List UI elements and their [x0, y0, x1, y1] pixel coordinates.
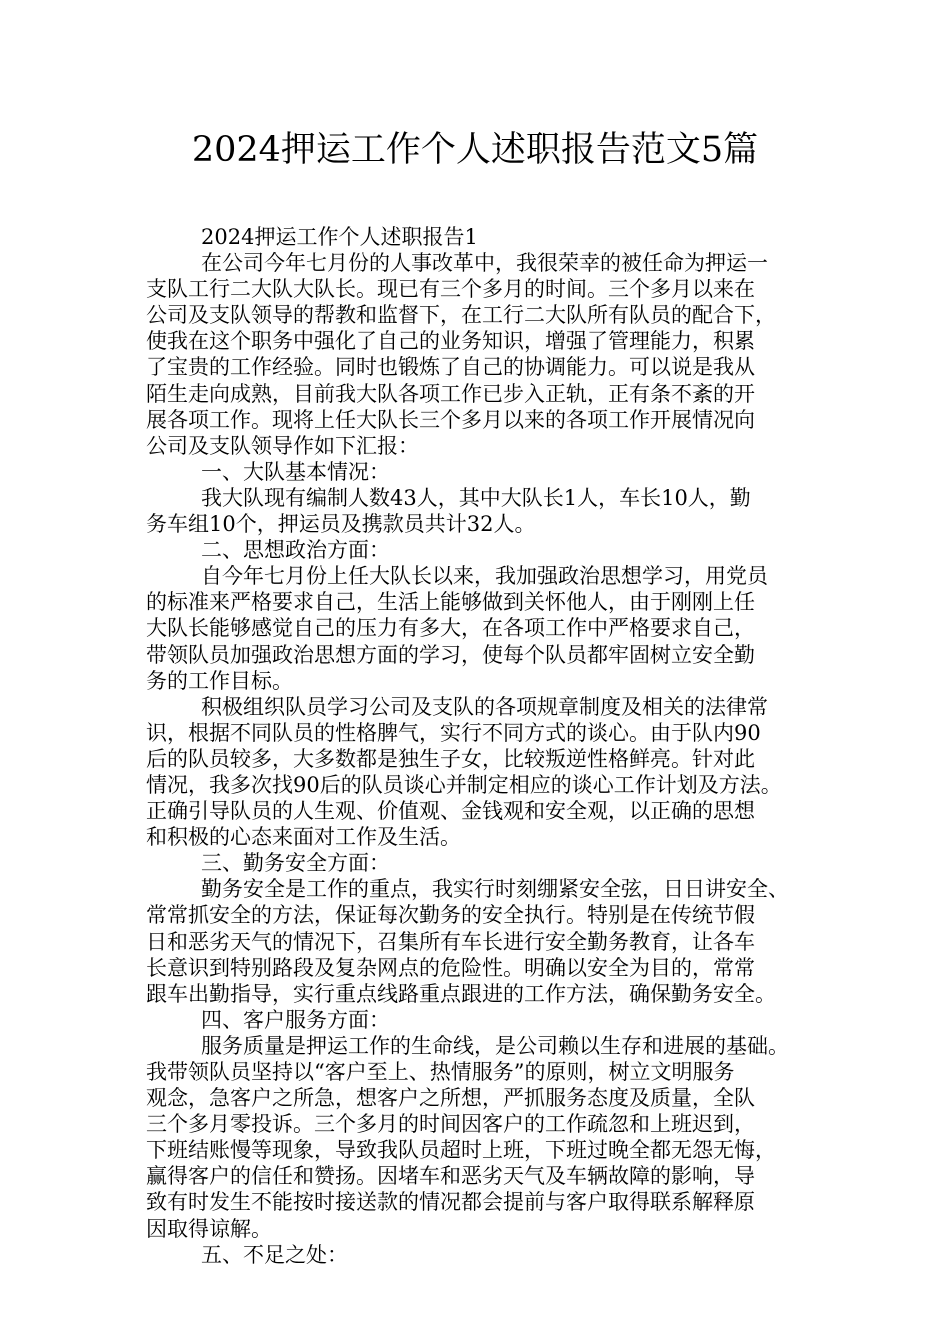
body-line: 带领队员加强政治思想方面的学习，使每个队员都牢固树立安全勤: [146, 642, 755, 667]
body-line: 的标准来严格要求自己，生活上能够做到关怀他人，由于刚刚上任: [146, 590, 755, 615]
body-line: 自今年七月份上任大队长以来，我加强政治思想学习，用党员: [201, 564, 768, 589]
body-line: 勤务安全是工作的重点，我实行时刻绷紧安全弦，日日讲安全、: [201, 877, 789, 902]
body-line: 我大队现有编制人数43人，其中大队长1人，车长10人，勤: [201, 485, 751, 510]
document-title: 2024押运工作个人述职报告范文5篇: [191, 130, 759, 170]
body-line: 因取得谅解。: [146, 1216, 272, 1241]
body-line: 观念，急客户之所急，想客户之所想，严抓服务态度及质量，全队: [146, 1086, 755, 1111]
body-line: 三、勤务安全方面：: [201, 851, 390, 876]
body-line: 情况，我多次找90后的队员谈心并制定相应的谈心工作计划及方法。: [146, 772, 782, 797]
body-line: 下班结账慢等现象，导致我队员超时上班，下班过晚全都无怨无悔，: [146, 1138, 776, 1163]
body-line: 五、不足之处：: [201, 1242, 348, 1267]
body-line: 积极组织队员学习公司及支队的各项规章制度及相关的法律常: [201, 694, 768, 719]
body-line: 常常抓安全的方法，保证每次勤务的安全执行。特别是在传统节假: [146, 903, 755, 928]
body-line: 一、大队基本情况：: [201, 459, 390, 484]
body-line: 赢得客户的信任和赞扬。因堵车和恶劣天气及车辆故障的影响，导: [146, 1164, 755, 1189]
body-line: 和积极的心态来面对工作及生活。: [146, 825, 461, 850]
body-line: 展各项工作。现将上任大队长三个多月以来的各项工作开展情况向: [146, 407, 755, 432]
body-line: 二、思想政治方面：: [201, 538, 390, 563]
body-line: 四、客户服务方面：: [201, 1007, 390, 1032]
body-line: 我带领队员坚持以“客户至上、热情服务”的原则，树立文明服务: [146, 1060, 735, 1084]
document-body: [146, 224, 806, 1268]
body-line: 务车组10个，押运员及携款员共计32人。: [146, 512, 536, 537]
body-line: 长意识到特别路段及复杂网点的危险性。明确以安全为目的，常常: [146, 955, 755, 980]
body-line: 识，根据不同队员的性格脾气，实行不同方式的谈心。由于队内90: [146, 720, 761, 745]
body-line: 使我在这个职务中强化了自己的业务知识，增强了管理能力，积累: [146, 329, 755, 354]
body-line: 服务质量是押运工作的生命线，是公司赖以生存和进展的基础。: [201, 1033, 789, 1058]
body-line: 日和恶劣天气的情况下，召集所有车长进行安全勤务教育，让各车: [146, 929, 755, 954]
body-line: 支队工行二大队大队长。现已有三个多月的时间。三个多月以来在: [146, 277, 755, 302]
body-line: 务的工作目标。: [146, 668, 293, 693]
body-line: 三个多月零投诉。三个多月的时间因客户的工作疏忽和上班迟到，: [146, 1112, 755, 1137]
body-line: 正确引导队员的人生观、价值观、金钱观和安全观，以正确的思想: [146, 799, 755, 824]
body-line: 在公司今年七月份的人事改革中，我很荣幸的被任命为押运一: [201, 251, 768, 276]
body-line: 后的队员较多，大多数都是独生子女，比较叛逆性格鲜亮。针对此: [146, 746, 755, 771]
body-line: 大队长能够感觉自己的压力有多大，在各项工作中严格要求自己，: [146, 616, 755, 641]
body-line: 公司及支队领导作如下汇报：: [146, 433, 419, 458]
body-line: 公司及支队领导的帮教和监督下，在工行二大队所有队员的配合下，: [146, 303, 776, 328]
body-line: 了宝贵的工作经验。同时也锻炼了自己的协调能力。可以说是我从: [146, 355, 755, 380]
body-line: 跟车出勤指导，实行重点线路重点跟进的工作方法，确保勤务安全。: [146, 981, 776, 1006]
body-line: 陌生走向成熟，目前我大队各项工作已步入正轨，正有条不紊的开: [146, 381, 755, 406]
body-line: 致有时发生不能按时接送款的情况都会提前与客户取得联系解释原: [146, 1190, 755, 1215]
body-line: 2024押运工作个人述职报告1: [201, 225, 478, 249]
